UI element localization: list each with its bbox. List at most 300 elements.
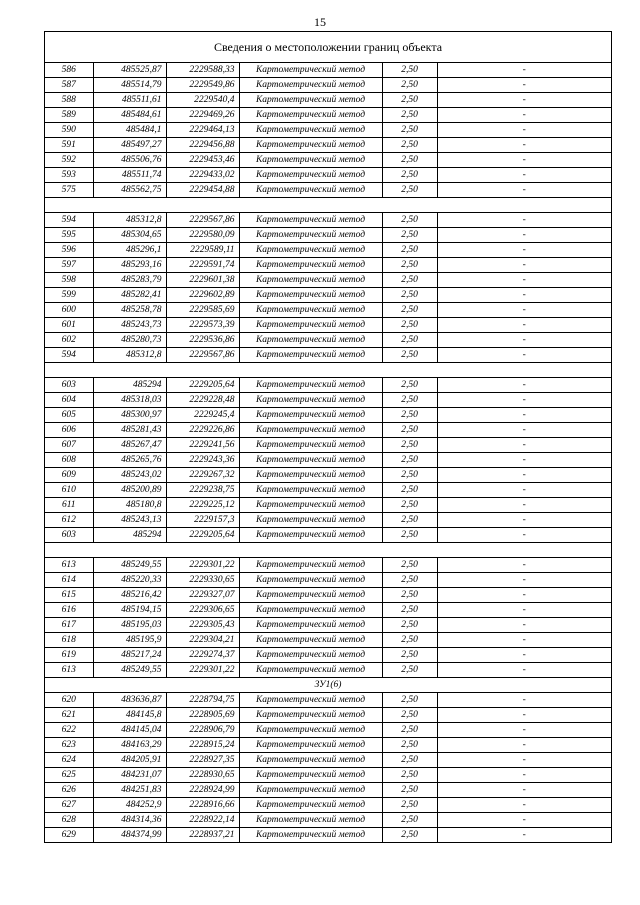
coordinate-y: 2229456,88 [166,138,239,153]
method: Картометрический метод [239,213,382,228]
accuracy: 2,50 [382,123,437,138]
note: - [437,288,611,303]
coordinate-x: 484145,8 [93,708,166,723]
coordinate-x: 485243,13 [93,513,166,528]
table-row [45,663,611,678]
table-row [45,273,611,288]
coordinate-x: 485195,9 [93,633,166,648]
coordinate-x: 485296,1 [93,243,166,258]
coordinate-x: 484231,07 [93,768,166,783]
accuracy: 2,50 [382,693,437,708]
method: Картометрический метод [239,348,382,363]
note: - [437,648,611,663]
note: - [437,123,611,138]
method: Картометрический метод [239,468,382,483]
point-number: 594 [45,348,93,363]
coordinate-y: 2229454,88 [166,183,239,198]
coordinate-x: 484145,04 [93,723,166,738]
table-row [45,633,611,648]
point-number: 626 [45,783,93,798]
coordinate-x: 485511,74 [93,168,166,183]
method: Картометрический метод [239,123,382,138]
accuracy: 2,50 [382,333,437,348]
table-row [45,183,611,198]
note: - [437,558,611,573]
method: Картометрический метод [239,393,382,408]
note: - [437,273,611,288]
coordinate-x: 485267,47 [93,438,166,453]
accuracy: 2,50 [382,483,437,498]
table-row [45,588,611,603]
coordinate-x: 485294 [93,528,166,543]
coordinate-y: 2229327,07 [166,588,239,603]
table-row [45,243,611,258]
coordinate-x: 484314,36 [93,813,166,828]
method: Картометрический метод [239,498,382,513]
table-row [45,423,611,438]
point-number: 623 [45,738,93,753]
accuracy: 2,50 [382,438,437,453]
table-row [45,453,611,468]
table-row [45,573,611,588]
point-number: 619 [45,648,93,663]
method: Картометрический метод [239,753,382,768]
method: Картометрический метод [239,423,382,438]
accuracy: 2,50 [382,303,437,318]
table-row [45,288,611,303]
accuracy: 2,50 [382,228,437,243]
accuracy: 2,50 [382,468,437,483]
coordinate-y: 2229591,74 [166,258,239,273]
point-number: 629 [45,828,93,843]
accuracy: 2,50 [382,318,437,333]
coordinate-y: 2229464,13 [166,123,239,138]
note: - [437,348,611,363]
method: Картометрический метод [239,318,382,333]
accuracy: 2,50 [382,723,437,738]
note: - [437,528,611,543]
coordinate-x: 485294 [93,378,166,393]
note: - [437,603,611,618]
accuracy: 2,50 [382,618,437,633]
accuracy: 2,50 [382,288,437,303]
coordinate-x: 485282,41 [93,288,166,303]
coordinates-table [45,63,611,842]
point-number: 610 [45,483,93,498]
coordinate-y: 2229580,09 [166,228,239,243]
note: - [437,738,611,753]
section-label: ЗУ1(6) [45,678,611,693]
method: Картометрический метод [239,618,382,633]
point-number: 590 [45,123,93,138]
note: - [437,633,611,648]
method: Картометрический метод [239,453,382,468]
method: Картометрический метод [239,723,382,738]
method: Картометрический метод [239,183,382,198]
method: Картометрический метод [239,153,382,168]
table-row [45,348,611,363]
table-row [45,153,611,168]
method: Картометрический метод [239,138,382,153]
coordinate-y: 2229567,86 [166,348,239,363]
coordinate-x: 485280,73 [93,333,166,348]
coordinate-x: 485484,61 [93,108,166,123]
method: Картометрический метод [239,108,382,123]
coordinate-y: 2228924,99 [166,783,239,798]
point-number: 592 [45,153,93,168]
note: - [437,618,611,633]
coordinate-y: 2229601,38 [166,273,239,288]
point-number: 616 [45,603,93,618]
separator-row [45,198,611,213]
note: - [437,108,611,123]
coordinate-y: 2229573,39 [166,318,239,333]
table-title: Сведения о местоположении границ объекта [45,32,611,63]
table-row [45,558,611,573]
method: Картометрический метод [239,693,382,708]
note: - [437,753,611,768]
note: - [437,228,611,243]
method: Картометрический метод [239,648,382,663]
coordinate-y: 2228937,21 [166,828,239,843]
point-number: 624 [45,753,93,768]
accuracy: 2,50 [382,813,437,828]
section-header-row [45,678,611,693]
coordinate-y: 2229602,89 [166,288,239,303]
table-row [45,78,611,93]
accuracy: 2,50 [382,153,437,168]
method: Картометрический метод [239,333,382,348]
accuracy: 2,50 [382,528,437,543]
coordinate-y: 2229267,32 [166,468,239,483]
table-row [45,123,611,138]
point-number: 620 [45,693,93,708]
point-number: 611 [45,498,93,513]
accuracy: 2,50 [382,498,437,513]
coordinate-x: 484374,99 [93,828,166,843]
accuracy: 2,50 [382,513,437,528]
coordinate-x: 485258,78 [93,303,166,318]
method: Картометрический метод [239,168,382,183]
accuracy: 2,50 [382,708,437,723]
point-number: 601 [45,318,93,333]
point-number: 606 [45,423,93,438]
note: - [437,318,611,333]
note: - [437,453,611,468]
method: Картометрический метод [239,708,382,723]
coordinate-y: 2228794,75 [166,693,239,708]
note: - [437,693,611,708]
accuracy: 2,50 [382,378,437,393]
coordinate-y: 2228916,66 [166,798,239,813]
note: - [437,138,611,153]
point-number: 605 [45,408,93,423]
coordinate-y: 2229205,64 [166,378,239,393]
accuracy: 2,50 [382,138,437,153]
accuracy: 2,50 [382,783,437,798]
note: - [437,423,611,438]
method: Картометрический метод [239,828,382,843]
accuracy: 2,50 [382,558,437,573]
note: - [437,573,611,588]
coordinate-x: 484205,91 [93,753,166,768]
table-row [45,138,611,153]
point-number: 617 [45,618,93,633]
method: Картометрический метод [239,483,382,498]
method: Картометрический метод [239,303,382,318]
coordinate-x: 485281,43 [93,423,166,438]
accuracy: 2,50 [382,273,437,288]
note: - [437,438,611,453]
accuracy: 2,50 [382,573,437,588]
coordinate-x: 485484,1 [93,123,166,138]
coordinate-y: 2229238,75 [166,483,239,498]
note: - [437,168,611,183]
note: - [437,303,611,318]
point-number: 596 [45,243,93,258]
note: - [437,468,611,483]
point-number: 603 [45,378,93,393]
method: Картометрический метод [239,588,382,603]
coordinate-x: 485200,89 [93,483,166,498]
note: - [437,63,611,78]
table-row [45,408,611,423]
coordinate-x: 483636,87 [93,693,166,708]
point-number: 595 [45,228,93,243]
method: Картометрический метод [239,513,382,528]
note: - [437,93,611,108]
point-number: 593 [45,168,93,183]
coordinate-y: 2228927,35 [166,753,239,768]
method: Картометрический метод [239,573,382,588]
point-number: 625 [45,768,93,783]
coordinate-y: 2229243,36 [166,453,239,468]
note: - [437,243,611,258]
accuracy: 2,50 [382,93,437,108]
coordinate-x: 485243,73 [93,318,166,333]
note: - [437,708,611,723]
point-number: 614 [45,573,93,588]
point-number: 598 [45,273,93,288]
point-number: 589 [45,108,93,123]
coordinate-x: 485220,33 [93,573,166,588]
coordinate-y: 2229585,69 [166,303,239,318]
accuracy: 2,50 [382,753,437,768]
note: - [437,378,611,393]
coordinate-y: 2229228,48 [166,393,239,408]
table-row [45,63,611,78]
note: - [437,183,611,198]
table-row [45,333,611,348]
coordinate-y: 2229540,4 [166,93,239,108]
accuracy: 2,50 [382,213,437,228]
note: - [437,723,611,738]
point-number: 612 [45,513,93,528]
coordinate-y: 2229225,12 [166,498,239,513]
coordinate-y: 2228905,69 [166,708,239,723]
note: - [437,213,611,228]
note: - [437,78,611,93]
coordinate-x: 485506,76 [93,153,166,168]
coordinate-y: 2229304,21 [166,633,239,648]
accuracy: 2,50 [382,648,437,663]
point-number: 597 [45,258,93,273]
table-row [45,693,611,708]
accuracy: 2,50 [382,408,437,423]
table-row [45,513,611,528]
coordinate-y: 2229589,11 [166,243,239,258]
table-row [45,768,611,783]
point-number: 609 [45,468,93,483]
table-row [45,813,611,828]
coordinate-x: 485525,87 [93,63,166,78]
accuracy: 2,50 [382,183,437,198]
point-number: 627 [45,798,93,813]
coordinate-y: 2229536,86 [166,333,239,348]
note: - [437,798,611,813]
point-number: 604 [45,393,93,408]
method: Картометрический метод [239,813,382,828]
accuracy: 2,50 [382,63,437,78]
accuracy: 2,50 [382,663,437,678]
coordinate-y: 2229453,46 [166,153,239,168]
table-row [45,723,611,738]
coordinate-y: 2229301,22 [166,663,239,678]
coordinate-y: 2229306,65 [166,603,239,618]
coordinate-x: 484163,29 [93,738,166,753]
table-row [45,483,611,498]
method: Картометрический метод [239,783,382,798]
coordinate-x: 485497,27 [93,138,166,153]
method: Картометрический метод [239,258,382,273]
method: Картометрический метод [239,558,382,573]
note: - [437,588,611,603]
coordinate-x: 485312,8 [93,213,166,228]
point-number: 608 [45,453,93,468]
point-number: 591 [45,138,93,153]
method: Картометрический метод [239,63,382,78]
point-number: 613 [45,558,93,573]
note: - [437,393,611,408]
table-row [45,783,611,798]
point-number: 602 [45,333,93,348]
point-number: 621 [45,708,93,723]
method: Картометрический метод [239,243,382,258]
coordinate-x: 485318,03 [93,393,166,408]
point-number: 587 [45,78,93,93]
table-row [45,528,611,543]
coordinate-x: 485300,97 [93,408,166,423]
accuracy: 2,50 [382,258,437,273]
accuracy: 2,50 [382,348,437,363]
table-row [45,468,611,483]
accuracy: 2,50 [382,453,437,468]
coordinate-x: 485304,65 [93,228,166,243]
point-number: 615 [45,588,93,603]
accuracy: 2,50 [382,78,437,93]
note: - [437,153,611,168]
coordinate-y: 2229330,65 [166,573,239,588]
table-row [45,648,611,663]
note: - [437,813,611,828]
coordinate-y: 2229157,3 [166,513,239,528]
note: - [437,258,611,273]
note: - [437,663,611,678]
table-row [45,438,611,453]
coordinate-x: 485216,42 [93,588,166,603]
coordinate-x: 484251,83 [93,783,166,798]
table-row [45,708,611,723]
coordinate-x: 485514,79 [93,78,166,93]
note: - [437,498,611,513]
table-row [45,258,611,273]
coordinate-x: 485243,02 [93,468,166,483]
note: - [437,483,611,498]
coordinate-y: 2229205,64 [166,528,239,543]
point-number: 613 [45,663,93,678]
coordinate-y: 2229226,86 [166,423,239,438]
method: Картометрический метод [239,273,382,288]
point-number: 586 [45,63,93,78]
method: Картометрический метод [239,768,382,783]
coordinate-y: 2229301,22 [166,558,239,573]
coordinate-x: 484252,9 [93,798,166,813]
separator-cell [45,198,611,213]
coordinate-x: 485562,75 [93,183,166,198]
method: Картометрический метод [239,228,382,243]
table-row [45,168,611,183]
accuracy: 2,50 [382,768,437,783]
separator-row [45,363,611,378]
note: - [437,333,611,348]
coordinate-x: 485195,03 [93,618,166,633]
coordinate-y: 2229433,02 [166,168,239,183]
point-number: 618 [45,633,93,648]
separator-cell [45,363,611,378]
coordinate-x: 485249,55 [93,663,166,678]
coordinate-y: 2228922,14 [166,813,239,828]
coordinate-x: 485194,15 [93,603,166,618]
method: Картометрический метод [239,438,382,453]
accuracy: 2,50 [382,633,437,648]
accuracy: 2,50 [382,603,437,618]
method: Картометрический метод [239,528,382,543]
method: Картометрический метод [239,378,382,393]
method: Картометрический метод [239,798,382,813]
note: - [437,513,611,528]
coordinate-x: 485312,8 [93,348,166,363]
method: Картометрический метод [239,603,382,618]
coordinate-y: 2228915,24 [166,738,239,753]
accuracy: 2,50 [382,798,437,813]
method: Картометрический метод [239,663,382,678]
method: Картометрический метод [239,408,382,423]
table-row [45,498,611,513]
separator-cell [45,543,611,558]
coordinate-x: 485180,8 [93,498,166,513]
point-number: 575 [45,183,93,198]
accuracy: 2,50 [382,243,437,258]
method: Картометрический метод [239,633,382,648]
table-row [45,213,611,228]
method: Картометрический метод [239,738,382,753]
coordinate-x: 485511,61 [93,93,166,108]
table-row [45,303,611,318]
accuracy: 2,50 [382,588,437,603]
accuracy: 2,50 [382,108,437,123]
point-number: 594 [45,213,93,228]
note: - [437,783,611,798]
